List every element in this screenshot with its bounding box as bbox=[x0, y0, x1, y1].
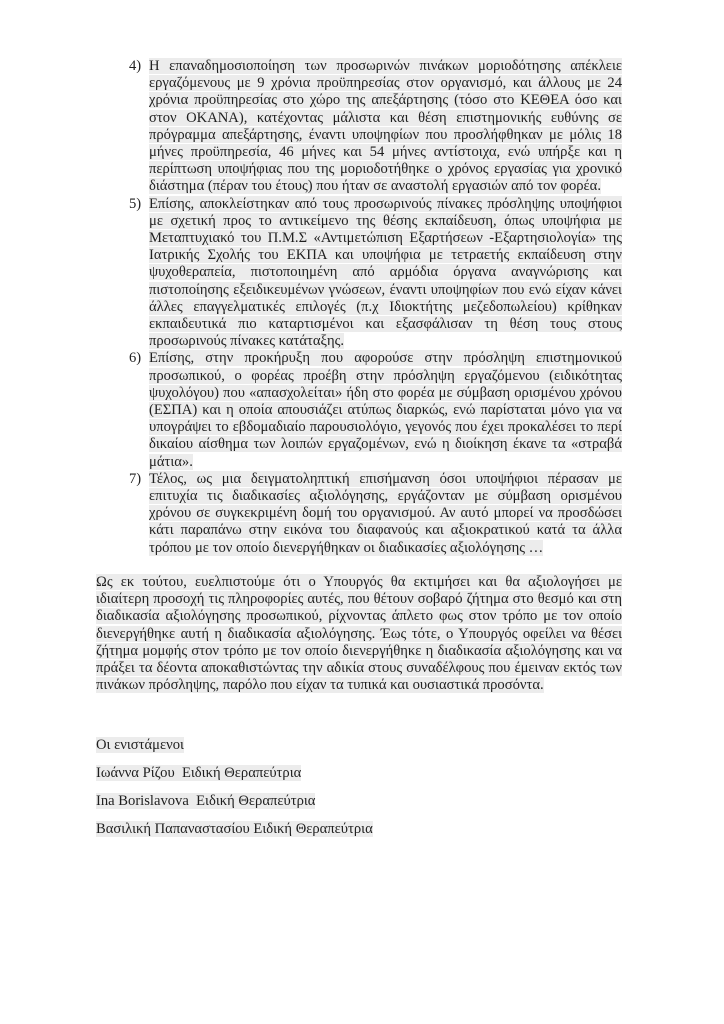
signatory-name-title: Βασιλική Παπαναστασίου Ειδική Θεραπεύτρια bbox=[96, 821, 373, 838]
list-item-7 bbox=[129, 471, 622, 557]
list-item-number: 6) bbox=[129, 350, 142, 367]
list-item-number: 5) bbox=[129, 195, 142, 212]
closing-paragraph-text: Ως εκ τούτου, ευελπιστούμε ότι ο Υπουργός θα εκτιμήσει και θα αξιολογήσει με ιδιαίτερη προσοχή τις πληροφορίες αυτές, που θέτουν σοβαρό ζήτημα στο θεσμό και στη διαδικασία αξιολόγησης προσωπικού, ρίχνοντας άπλετο φως στον τρόπο με τον οποίο διενεργήθηκε αυτή η διαδικασία αξιολόγησης. Έως τότε, ο Υπουργός οφείλει να θέσει ζήτημα μομφής στον τρόπο με τον οποίο διενεργήθηκε η διαδικασία αξιολόγησης και να πράξει τα δέοντα αποκαθιστώντας την αδικία στους συναδέλφους που έμειναν εκτός των πινάκων πρόσληψης, παρόλο που είχαν τα τυπικά και ουσιαστικά προσόντα. bbox=[96, 573, 622, 694]
list-item-text: Επίσης, αποκλείστηκαν από τους προσωρινούς πίνακες πρόσληψης υποψήφιοι με σχετική προς το αντικείμενο της θέσης εκπαίδευση, όπως υποψήφια με Μεταπτυχιακό του Π.Μ.Σ «Αντιμετώπιση Εξαρτήσεων -Εξαρτησιολογία» της Ιατρικής Σχολής του ΕΚΠΑ και υποψήφια με τετραετής εκπαίδευση στην ψυχοθεραπεία, πιστοποιημένη από αρμόδια όργανα αναγνώρισης και πιστοποίησης εξειδικευμένων γνώσεων, έναντι υποψηφίων που ενώ είχαν κάνει άλλες επαγγελματικές επιλογές (π.χ Ιδιοκτήτης μεζεδοπωλείου) κρίθηκαν εκπαιδευτικά πιο καταρτισμένοι και εξασφάλισαν τη θέση τους στους προσωρινούς πίνακες κατάταξης. bbox=[149, 195, 622, 350]
signature-block bbox=[96, 737, 622, 838]
signatory-line bbox=[96, 821, 622, 838]
list-item-number: 7) bbox=[129, 470, 142, 487]
signatory-line bbox=[96, 765, 622, 782]
list-item-5 bbox=[129, 196, 622, 351]
closing-paragraph bbox=[96, 574, 622, 694]
signatory-line bbox=[96, 793, 622, 810]
signature-heading-text: Οι ενιστάμενοι bbox=[96, 737, 184, 754]
list-item-text: Η επαναδημοσιοποίηση των προσωρινών πινάκων μοριοδότησης απέκλειε εργαζόμενους με 9 χρόνια προϋπηρεσίας στον οργανισμό, και άλλους με 24 χρόνια προϋπηρεσίας στο χώρο της απεξάρτησης (τόσο στο ΚΕΘΕΑ όσο και στον ΟΚΑΝΑ), κατέχοντας μάλιστα και θέση επιστημονικής ευθύνης σε πρόγραμμα απεξάρτησης, έναντι υποψηφίων που προσλήφθηκαν με μόλις 18 μήνες προϋπηρεσία, 46 μήνες και 54 μήνες αντίστοιχα, ενώ υπήρξε και η περίπτωση υποψήφιας που της μοριοδοτήθηκε ο χρόνος εργασίας για χρονικό διάστημα (πέραν του έτους) που ήταν σε αναστολή εργασιών από τον φορέα. bbox=[149, 58, 622, 195]
list-item-text: Τέλος, ως μια δειγματοληπτική επισήμανση όσοι υποψήφιοι πέρασαν με επιτυχία τις διαδικασίες αξιολόγησης, εργάζονταν με σύμβαση ορισμένου χρόνου σε συγκεκριμένη δομή του οργανισμού. Αν αυτό μπορεί να προσδώσει κάτι παραπάνω στην εικόνα του διαφανούς και αξιοκρατικού κατά τα άλλα τρόπου με τον οποίο διενεργήθηκαν οι διαδικασίες αξιολόγησης … bbox=[149, 470, 622, 556]
signature-heading bbox=[96, 737, 622, 754]
list-item-number: 4) bbox=[129, 58, 142, 74]
list-item-text: Επίσης, στην προκήρυξη που αφορούσε στην πρόσληψη επιστημονικού προσωπικού, ο φορέας προέβη στην πρόσληψη εργαζόμενου (ειδικότητας ψυχολόγου) που «απασχολείται» ήδη στο φορέα με σύμβαση ορισμένου χρόνου (ΕΣΠΑ) και η οποία απουσιάζει ατύπως διαρκώς, ενώ παρίσταται μόνο για να υπογράψει το εβδομαδιαίο παρουσιολόγιο, γεγονός που έχει προκαλέσει το περί δικαίου αίσθημα των λοιπών εργαζομένων, ενώ η διοίκηση έκανε τα «στραβά μάτια». bbox=[149, 350, 622, 470]
signatory-name-title: Ina Borislavova Ειδική Θεραπεύτρια bbox=[96, 793, 316, 810]
list-item-6 bbox=[129, 350, 622, 470]
list-item-4 bbox=[129, 58, 622, 196]
signatory-name-title: Ιωάννα Ρίζου Ειδική Θεραπεύτρια bbox=[96, 765, 302, 782]
numbered-list bbox=[129, 58, 622, 557]
